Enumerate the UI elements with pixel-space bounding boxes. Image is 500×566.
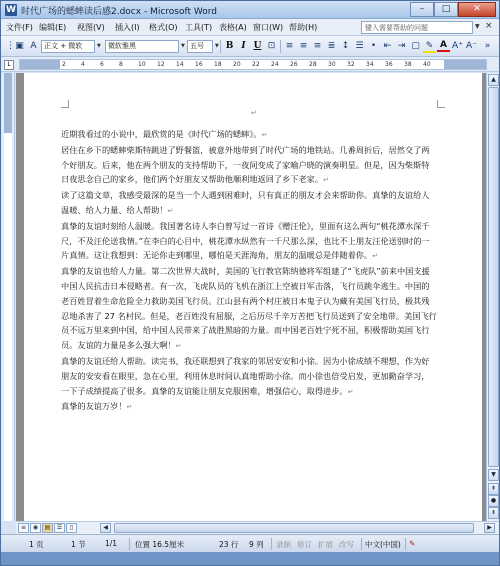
paragraph-mark: ↵ bbox=[126, 403, 133, 412]
margin-corner-mark bbox=[437, 100, 445, 108]
vertical-ruler-track bbox=[4, 73, 12, 521]
paragraph-text: 真挚的友谊还给人帮助。读完书，我还联想到了我家的邻居安安和小徐。因为小徐成绩不理想，作为好朋友的安安看在眼里，急在心里，利用休息时间认真地帮助小徐。而小徐也倍受启发，更加勤奋学习，一下子成绩提高了很多。真挚的友谊能让朋友克服困难，增强信心，取得进步。 bbox=[61, 355, 430, 396]
status-separator bbox=[129, 538, 130, 550]
styles-pane-icon[interactable]: A bbox=[30, 41, 37, 51]
font-select[interactable]: 微软雅黑 bbox=[105, 40, 179, 53]
ruler-number: 12 bbox=[157, 61, 165, 68]
document-canvas[interactable] bbox=[16, 73, 486, 521]
paragraph-text: 真挚的友谊万岁！ bbox=[61, 401, 127, 412]
ruler-number: 30 bbox=[328, 61, 336, 68]
status-column[interactable]: 9 列 bbox=[249, 540, 264, 549]
maximize-button[interactable]: □ bbox=[434, 2, 458, 17]
paragraph bbox=[61, 399, 437, 415]
toolbar-separator bbox=[220, 40, 221, 53]
ruler-number: 18 bbox=[214, 61, 222, 68]
ruler-number: 10 bbox=[138, 61, 146, 68]
paragraph bbox=[61, 127, 437, 143]
status-pages[interactable]: 1/1 bbox=[105, 539, 118, 548]
spelling-status-icon[interactable]: ✎ bbox=[409, 539, 416, 548]
status-separator bbox=[271, 538, 272, 550]
align-left-icon[interactable]: ≡ bbox=[285, 41, 294, 51]
paragraph-mark: ↵ bbox=[323, 176, 329, 185]
status-separator bbox=[361, 538, 362, 550]
horizontal-scrollbar[interactable] bbox=[16, 521, 499, 534]
status-position[interactable]: 位置 16.5厘米 bbox=[135, 540, 185, 549]
toolbar-handle-icon[interactable]: ⋮ bbox=[6, 41, 15, 51]
horizontal-ruler[interactable] bbox=[19, 59, 487, 70]
toolbar-separator bbox=[280, 40, 281, 53]
paragraph bbox=[61, 219, 437, 264]
reading-view-icon[interactable]: ▯ bbox=[66, 523, 77, 533]
outline-view-icon[interactable]: ☰ bbox=[54, 523, 65, 533]
vertical-scrollbar[interactable] bbox=[486, 73, 499, 521]
paragraph bbox=[61, 143, 437, 188]
margin-corner-mark bbox=[61, 100, 69, 108]
document-close-button[interactable]: × bbox=[485, 21, 493, 31]
ruler-number: 6 bbox=[100, 61, 104, 68]
toolbar-options-icon[interactable]: » bbox=[484, 41, 491, 51]
word-app-icon[interactable]: W bbox=[6, 5, 16, 15]
normal-view-icon[interactable]: ≡ bbox=[18, 523, 29, 533]
document-body[interactable] bbox=[61, 127, 437, 415]
formatting-toolbar bbox=[1, 36, 499, 57]
ruler-number: 26 bbox=[290, 61, 298, 68]
status-line[interactable]: 23 行 bbox=[219, 540, 239, 549]
menu-help[interactable]: 帮助(H) bbox=[289, 23, 318, 32]
ruler-right-margin[interactable] bbox=[444, 60, 486, 69]
desktop-strip bbox=[1, 552, 499, 565]
outside-border-icon[interactable]: ▢ bbox=[411, 41, 420, 51]
bullets-icon[interactable]: • bbox=[370, 41, 377, 51]
ruler-left-margin[interactable] bbox=[20, 60, 60, 69]
paragraph-text: 真挚的友谊时刻给人温暖。我国著名诗人李白曾写过一首诗《赠汪伦》，里面有这么两句“桃花潭水深千尺，不及汪伦送我情。”在李白的心目中，桃花潭水纵然有一千尺那么深，也比不上朋友汪伦送别时的一片真情。这让我想到：无论你走到哪里，哪怕是天涯海角，朋友的温暖总是伴随着你。 bbox=[61, 220, 430, 261]
bold-button[interactable]: B bbox=[225, 41, 234, 51]
vertical-ruler-top-margin bbox=[4, 73, 12, 133]
status-track-changes[interactable]: 修订 bbox=[297, 540, 312, 549]
ruler-number: 28 bbox=[309, 61, 317, 68]
status-overtype[interactable]: 改写 bbox=[339, 540, 354, 549]
paragraph-mark: ↵ bbox=[372, 252, 379, 261]
ruler-number: 38 bbox=[404, 61, 412, 68]
ruler-number: 32 bbox=[347, 61, 355, 68]
justify-icon[interactable]: ≣ bbox=[327, 41, 336, 51]
status-record[interactable]: 录制 bbox=[276, 540, 291, 549]
menu-insert[interactable]: 插入(I) bbox=[115, 23, 140, 32]
save-icon[interactable]: ▣ bbox=[15, 41, 24, 51]
scroll-down-icon[interactable]: ▼ bbox=[488, 469, 499, 481]
paragraph-mark: ↵ bbox=[347, 387, 354, 396]
window-controls bbox=[410, 2, 496, 17]
title-bar[interactable] bbox=[1, 1, 499, 19]
previous-object-icon[interactable]: ⇞ bbox=[488, 483, 499, 495]
paragraph-mark: ↵ bbox=[175, 342, 182, 351]
ruler-number: 24 bbox=[271, 61, 279, 68]
paragraph-text: 真挚的友谊也给人力量。第二次世界大战时，美国的飞行教官陈纳德将军组建了“飞虎队”前来中国支援中国人民抗击日本侵略者。有一次，飞虎队员的飞机在浙江上空被日军击落，飞行员跳伞逃生。中国的老百姓冒着生命危险全力救助美国飞行员。江山县有两个村庄被日本鬼子认为藏有美国飞行员，极其残忍地杀害了 27 名村民。但是，老百姓没有屈服，之后历尽千辛万苦把飞行员送到了安全地带。美国飞行员不远万里来到中国，给中国人民带来了战胜黑暗的力量。而中国老百姓宁死不屈，积极帮助美国飞行员。友谊的力量是多么强大啊！ bbox=[61, 266, 437, 351]
menu-tools[interactable]: 工具(T) bbox=[185, 23, 213, 32]
style-dropdown-icon[interactable]: ▼ bbox=[97, 43, 101, 49]
help-search-input[interactable]: 键入需要帮助的问题 bbox=[361, 21, 473, 34]
minimize-button[interactable]: – bbox=[410, 2, 434, 17]
ruler-number: 16 bbox=[195, 61, 203, 68]
align-center-icon[interactable]: ≡ bbox=[299, 41, 308, 51]
document-page[interactable] bbox=[24, 73, 482, 521]
vertical-scroll-thumb[interactable] bbox=[488, 87, 499, 467]
style-select[interactable]: 正文 + 微软 bbox=[41, 40, 95, 53]
select-browse-object-icon[interactable]: ● bbox=[488, 495, 499, 507]
scroll-left-icon[interactable]: ◀ bbox=[100, 523, 111, 533]
close-button[interactable]: ✕ bbox=[458, 2, 496, 17]
status-section[interactable]: 1 节 bbox=[71, 540, 86, 549]
ruler-number: 40 bbox=[423, 61, 431, 68]
align-right-icon[interactable]: ≡ bbox=[313, 41, 322, 51]
status-language[interactable]: 中文(中国) bbox=[365, 540, 401, 549]
paragraph-mark: ↵ bbox=[261, 131, 268, 139]
font-dropdown-icon[interactable]: ▼ bbox=[181, 43, 185, 49]
character-border-icon[interactable]: ⊡ bbox=[267, 41, 276, 51]
status-page[interactable]: 1 页 bbox=[29, 540, 44, 549]
ruler-number: 34 bbox=[366, 61, 374, 68]
horizontal-scroll-thumb[interactable] bbox=[114, 523, 474, 533]
decrease-indent-icon[interactable]: ⇤ bbox=[383, 41, 392, 51]
scroll-right-icon[interactable]: ▶ bbox=[484, 523, 495, 533]
menu-file[interactable]: 文件(F) bbox=[6, 23, 33, 32]
numbering-icon[interactable]: ☰ bbox=[355, 41, 364, 51]
next-object-icon[interactable]: ⇟ bbox=[488, 507, 499, 519]
paragraph bbox=[61, 354, 437, 399]
help-dropdown-icon[interactable]: ▼ bbox=[475, 23, 480, 30]
shrink-font-icon[interactable]: A⁻ bbox=[466, 41, 477, 51]
scroll-up-icon[interactable]: ▲ bbox=[488, 74, 499, 86]
status-separator bbox=[405, 538, 406, 550]
paragraph-text: 近期我看过的小说中，最欣赏的是《时代广场的蟋蟀》。 bbox=[61, 129, 262, 139]
vertical-ruler[interactable] bbox=[1, 73, 15, 521]
window-title: 时代广场的蟋蟀读后感2.docx - Microsoft Word bbox=[21, 7, 218, 17]
status-extend[interactable]: 扩展 bbox=[318, 540, 333, 549]
menu-edit[interactable]: 编辑(E) bbox=[39, 23, 67, 32]
highlight-icon[interactable]: ✎ bbox=[423, 40, 436, 53]
font-size-dropdown-icon[interactable]: ▼ bbox=[215, 43, 219, 49]
ruler-number: 20 bbox=[233, 61, 241, 68]
menu-format[interactable]: 格式(O) bbox=[149, 23, 178, 32]
increase-indent-icon[interactable]: ⇥ bbox=[397, 41, 406, 51]
font-color-icon[interactable]: A bbox=[437, 40, 450, 52]
menu-table[interactable]: 表格(A) bbox=[219, 23, 247, 32]
paragraph-mark: ↵ bbox=[167, 206, 174, 215]
font-size-select[interactable]: 五号 bbox=[187, 40, 213, 53]
ruler-number: 8 bbox=[119, 61, 123, 68]
grow-font-icon[interactable]: A⁺ bbox=[452, 41, 463, 51]
paragraph-text: 读了这篇文章，我感受最深的是当一个人遇到困难时，只有真正的朋友才会来帮助你。真挚的友谊给人温暖、给人力量、给人帮助！ bbox=[61, 190, 430, 215]
ruler-number: 4 bbox=[81, 61, 85, 68]
status-bar bbox=[1, 534, 499, 552]
tab-selector-icon[interactable]: L bbox=[4, 60, 14, 70]
menu-view[interactable]: 视图(V) bbox=[77, 23, 105, 32]
paragraph-text: 居住在乡下的蟋蟀柴斯特跳进了野餐篮，被意外地带到了时代广场的地铁站。几番周折后，居然交了两个好朋友。后来，他在两个朋友的支持帮助下，一夜间变成了家喻户晓的演奏明星。但是，因为柴斯特日夜思念自己的家乡，他们两个好朋友又帮助他顺利地返回了乡下老家。 bbox=[61, 144, 430, 185]
menu-window[interactable]: 窗口(W) bbox=[253, 23, 284, 32]
ruler-number: 22 bbox=[252, 61, 260, 68]
ruler-number: 2 bbox=[62, 61, 66, 68]
menu-bar bbox=[1, 19, 499, 36]
paragraph bbox=[61, 188, 437, 219]
paragraph bbox=[61, 264, 437, 354]
underline-button[interactable]: U bbox=[253, 41, 262, 51]
horizontal-ruler-area bbox=[1, 57, 499, 72]
ruler-number: 36 bbox=[385, 61, 393, 68]
ruler-number: 14 bbox=[176, 61, 184, 68]
line-spacing-icon[interactable]: ↕ bbox=[341, 41, 350, 51]
italic-button[interactable]: I bbox=[241, 41, 246, 51]
web-view-icon[interactable]: ◉ bbox=[30, 523, 41, 533]
header-paragraph-mark: ↵ bbox=[251, 109, 257, 117]
print-view-icon[interactable]: ▤ bbox=[42, 523, 53, 533]
